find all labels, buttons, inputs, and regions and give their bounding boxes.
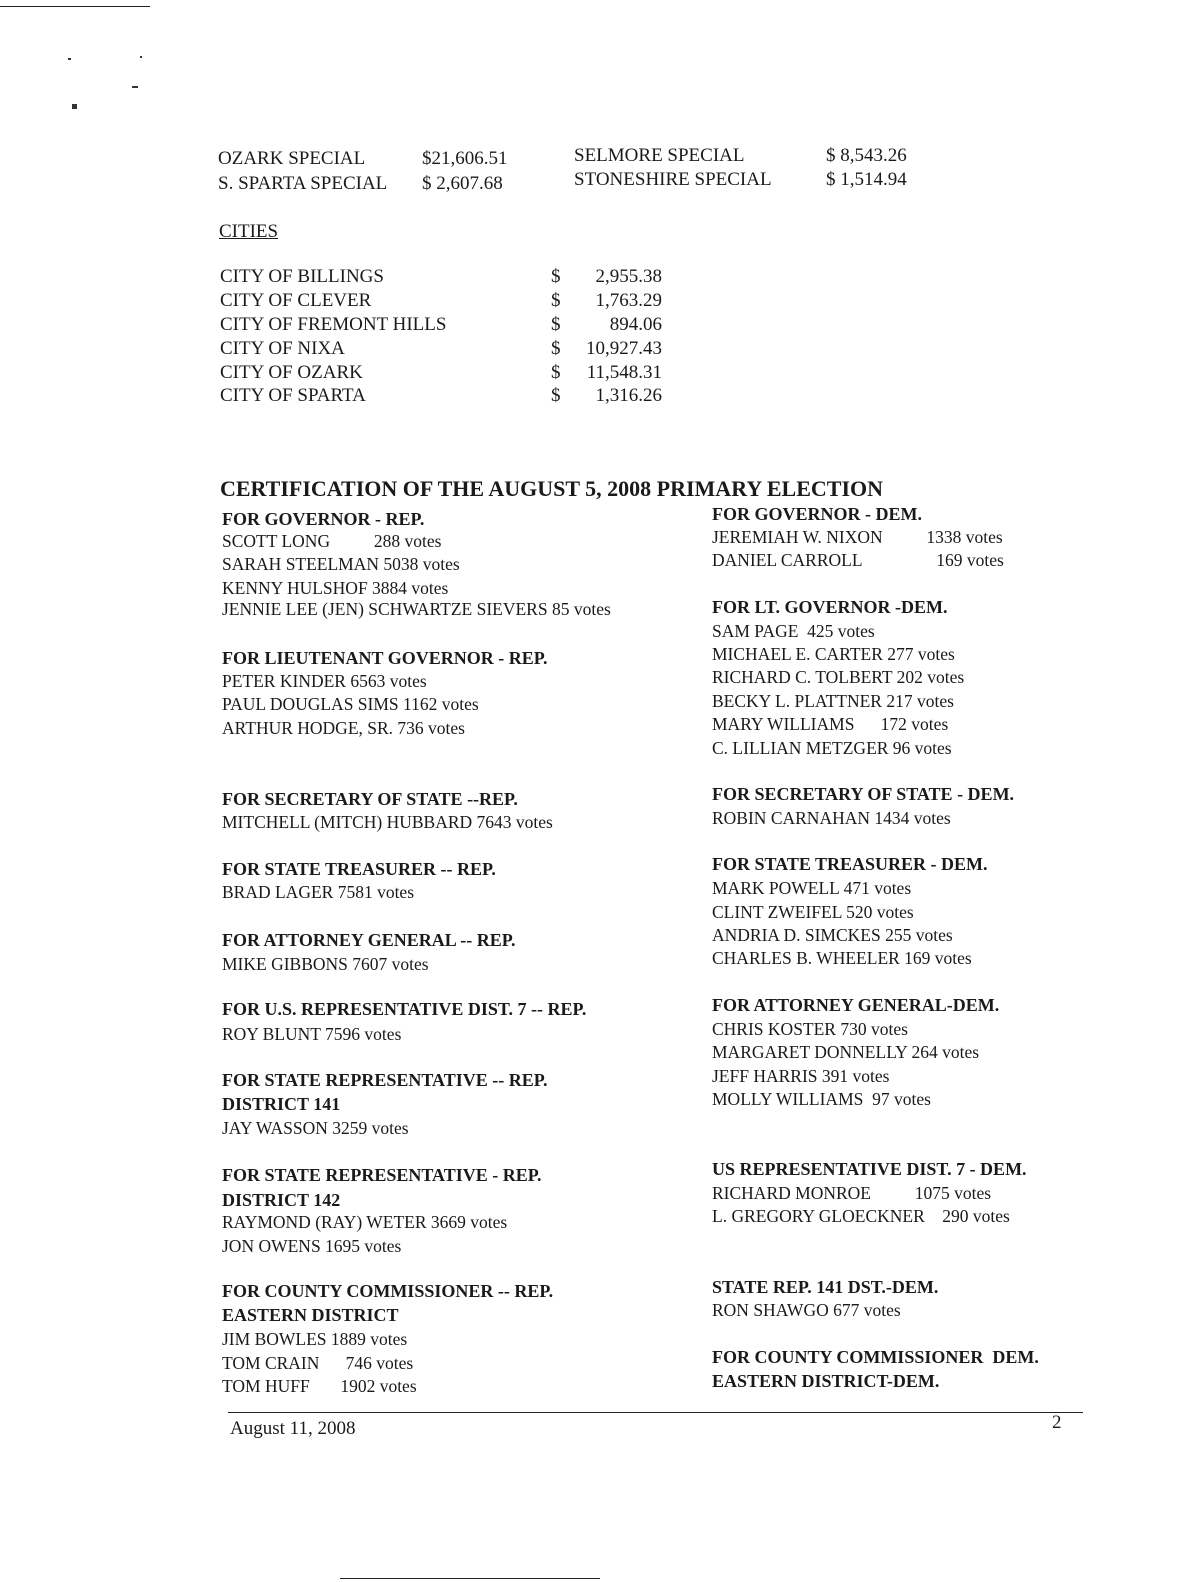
candidate-result: BECKY L. PLATTNER 217 votes bbox=[712, 691, 954, 711]
city-dollar-sign: $ bbox=[551, 362, 561, 383]
scan-speck bbox=[72, 104, 77, 109]
candidate-result: JIM BOWLES 1889 votes bbox=[222, 1329, 408, 1349]
candidate-result: ANDRIA D. SIMCKES 255 votes bbox=[712, 925, 953, 945]
special-amount: $21,606.51 bbox=[422, 148, 508, 169]
candidate-result: TOM HUFF 1902 votes bbox=[222, 1376, 417, 1396]
race-heading: FOR COUNTY COMMISSIONER -- REP. bbox=[222, 1281, 554, 1301]
candidate-result: RICHARD MONROE 1075 votes bbox=[712, 1183, 992, 1203]
race-heading: DISTRICT 141 bbox=[222, 1094, 341, 1114]
candidate-result: JEFF HARRIS 391 votes bbox=[712, 1066, 890, 1086]
city-amount: 10,927.43 bbox=[586, 338, 662, 359]
page-number: 2 bbox=[1052, 1412, 1062, 1433]
candidate-result: MOLLY WILLIAMS 97 votes bbox=[712, 1089, 931, 1109]
scan-edge-top bbox=[0, 6, 150, 7]
candidate-result: BRAD LAGER 7581 votes bbox=[222, 882, 415, 902]
city-dollar-sign: $ bbox=[551, 290, 561, 311]
special-amount: $ 8,543.26 bbox=[826, 145, 907, 166]
candidate-result: SAM PAGE 425 votes bbox=[712, 621, 875, 641]
race-heading: FOR LIEUTENANT GOVERNOR - REP. bbox=[222, 648, 548, 668]
city-amount: 1,316.26 bbox=[595, 385, 662, 406]
race-heading: FOR STATE REPRESENTATIVE - REP. bbox=[222, 1165, 542, 1185]
race-heading: FOR SECRETARY OF STATE --REP. bbox=[222, 789, 518, 809]
candidate-result: DANIEL CARROLL 169 votes bbox=[712, 550, 1004, 570]
candidate-result: PAUL DOUGLAS SIMS 1162 votes bbox=[222, 694, 479, 714]
candidate-result: JON OWENS 1695 votes bbox=[222, 1236, 402, 1256]
candidate-result: ARTHUR HODGE, SR. 736 votes bbox=[222, 718, 465, 738]
candidate-result: MARK POWELL 471 votes bbox=[712, 878, 912, 898]
city-name: CITY OF FREMONT HILLS bbox=[220, 314, 447, 335]
special-amount: $ 1,514.94 bbox=[826, 169, 907, 190]
race-heading: FOR STATE REPRESENTATIVE -- REP. bbox=[222, 1070, 548, 1090]
candidate-result: RICHARD C. TOLBERT 202 votes bbox=[712, 667, 965, 687]
race-heading: STATE REP. 141 DST.-DEM. bbox=[712, 1277, 939, 1297]
candidate-result: MARY WILLIAMS 172 votes bbox=[712, 714, 949, 734]
special-name: S. SPARTA SPECIAL bbox=[218, 173, 388, 194]
special-name: OZARK SPECIAL bbox=[218, 148, 366, 169]
race-heading: FOR GOVERNOR - DEM. bbox=[712, 504, 922, 524]
footer-rule bbox=[228, 1412, 1083, 1413]
special-amount: $ 2,607.68 bbox=[422, 173, 503, 194]
scan-speck bbox=[140, 56, 142, 58]
candidate-result: ROY BLUNT 7596 votes bbox=[222, 1024, 402, 1044]
race-heading: FOR GOVERNOR - REP. bbox=[222, 509, 425, 529]
candidate-result: MIKE GIBBONS 7607 votes bbox=[222, 954, 429, 974]
certification-title: CERTIFICATION OF THE AUGUST 5, 2008 PRIMARY ELECTION bbox=[220, 476, 884, 501]
candidate-result: PETER KINDER 6563 votes bbox=[222, 671, 427, 691]
city-dollar-sign: $ bbox=[551, 314, 561, 335]
candidate-result: C. LILLIAN METZGER 96 votes bbox=[712, 738, 952, 758]
city-dollar-sign: $ bbox=[551, 385, 561, 406]
city-name: CITY OF CLEVER bbox=[220, 290, 372, 311]
city-name: CITY OF NIXA bbox=[220, 338, 345, 359]
race-heading: FOR SECRETARY OF STATE - DEM. bbox=[712, 784, 1015, 804]
candidate-result: RON SHAWGO 677 votes bbox=[712, 1300, 901, 1320]
special-name: SELMORE SPECIAL bbox=[574, 145, 745, 166]
race-heading: FOR STATE TREASURER -- REP. bbox=[222, 859, 496, 879]
candidate-result: MICHAEL E. CARTER 277 votes bbox=[712, 644, 955, 664]
city-name: CITY OF SPARTA bbox=[220, 385, 366, 406]
candidate-result: L. GREGORY GLOECKNER 290 votes bbox=[712, 1206, 1010, 1226]
candidate-result: MARGARET DONNELLY 264 votes bbox=[712, 1042, 980, 1062]
footer-date: August 11, 2008 bbox=[230, 1418, 356, 1439]
city-dollar-sign: $ bbox=[551, 338, 561, 359]
special-name: STONESHIRE SPECIAL bbox=[574, 169, 772, 190]
race-heading: US REPRESENTATIVE DIST. 7 - DEM. bbox=[712, 1159, 1027, 1179]
candidate-result: SCOTT LONG 288 votes bbox=[222, 531, 442, 551]
candidate-result: JAY WASSON 3259 votes bbox=[222, 1118, 409, 1138]
city-amount: 2,955.38 bbox=[595, 266, 662, 287]
candidate-result: JENNIE LEE (JEN) SCHWARTZE SIEVERS 85 votes bbox=[222, 599, 611, 619]
race-heading: EASTERN DISTRICT bbox=[222, 1305, 399, 1325]
race-heading: FOR LT. GOVERNOR -DEM. bbox=[712, 597, 948, 617]
race-heading: FOR ATTORNEY GENERAL -- REP. bbox=[222, 930, 516, 950]
candidate-result: TOM CRAIN 746 votes bbox=[222, 1353, 414, 1373]
city-amount: 894.06 bbox=[609, 314, 662, 335]
candidate-result: ROBIN CARNAHAN 1434 votes bbox=[712, 808, 951, 828]
candidate-result: CHARLES B. WHEELER 169 votes bbox=[712, 948, 972, 968]
candidate-result: KENNY HULSHOF 3884 votes bbox=[222, 578, 449, 598]
race-heading: EASTERN DISTRICT-DEM. bbox=[712, 1371, 940, 1391]
candidate-result: CLINT ZWEIFEL 520 votes bbox=[712, 902, 914, 922]
candidate-result: CHRIS KOSTER 730 votes bbox=[712, 1019, 908, 1039]
candidate-result: RAYMOND (RAY) WETER 3669 votes bbox=[222, 1212, 508, 1232]
city-name: CITY OF OZARK bbox=[220, 362, 363, 383]
city-amount: 1,763.29 bbox=[595, 290, 662, 311]
city-dollar-sign: $ bbox=[551, 266, 561, 287]
race-heading: FOR STATE TREASURER - DEM. bbox=[712, 854, 988, 874]
city-name: CITY OF BILLINGS bbox=[220, 266, 384, 287]
race-heading: FOR ATTORNEY GENERAL-DEM. bbox=[712, 995, 1000, 1015]
race-heading: DISTRICT 142 bbox=[222, 1190, 341, 1210]
scan-speck bbox=[68, 58, 71, 60]
scan-edge-bottom bbox=[340, 1578, 600, 1579]
scan-speck bbox=[132, 86, 138, 88]
candidate-result: MITCHELL (MITCH) HUBBARD 7643 votes bbox=[222, 812, 553, 832]
race-heading: FOR U.S. REPRESENTATIVE DIST. 7 -- REP. bbox=[222, 999, 587, 1019]
cities-heading: CITIES bbox=[219, 221, 279, 242]
race-heading: FOR COUNTY COMMISSIONER DEM. bbox=[712, 1347, 1039, 1367]
candidate-result: SARAH STEELMAN 5038 votes bbox=[222, 554, 460, 574]
city-amount: 11,548.31 bbox=[586, 362, 662, 383]
candidate-result: JEREMIAH W. NIXON 1338 votes bbox=[712, 527, 1003, 547]
